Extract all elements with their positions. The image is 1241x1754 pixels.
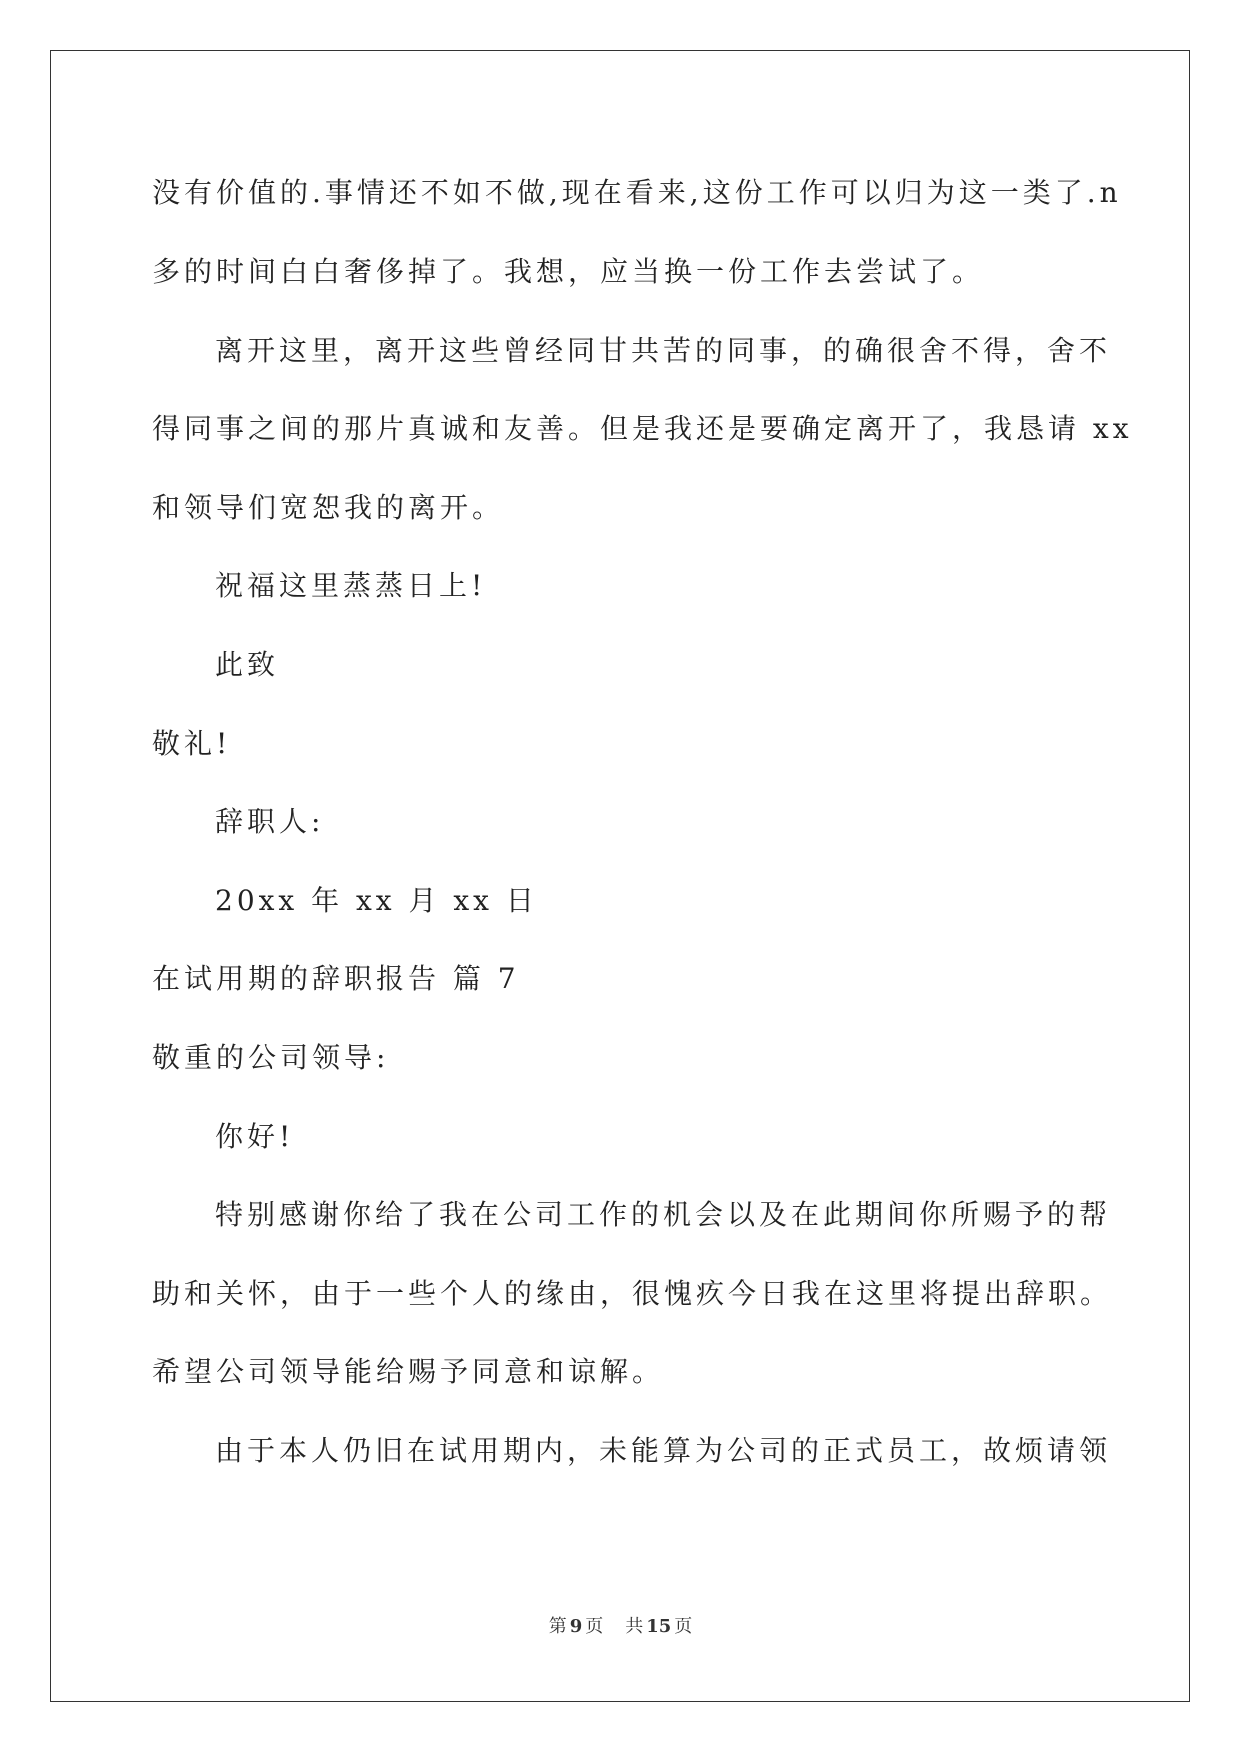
blessing-line: 祝福这里蒸蒸日上! (215, 569, 487, 602)
body-line: 多的时间白白奢侈掉了。我想，应当换一份工作去尝试了。 (152, 255, 985, 288)
body-line: 希望公司领导能给赐予同意和谅解。 (152, 1355, 665, 1388)
paragraph-line: 由于本人仍旧在试用期内，未能算为公司的正式员工，故烦请领 (215, 1434, 1112, 1467)
total-suffix: 页 (674, 1616, 693, 1637)
total-prefix: 共 (625, 1616, 644, 1637)
paragraph-line: 离开这里，离开这些曾经同甘共苦的同事，的确很舍不得，舍不 (215, 334, 1112, 367)
page-footer (0, 1616, 1241, 1638)
page-mid: 页 (585, 1616, 604, 1637)
body-line: 得同事之间的那片真诚和友善。但是我还是要确定离开了，我恳请 xx (152, 412, 1133, 445)
salutation-line: 敬礼! (152, 727, 232, 760)
date-line: 20xx 年 xx 月 xx 日 (215, 884, 538, 917)
section-heading: 在试用期的辞职报告 篇 7 (152, 962, 520, 995)
hello-line: 你好! (215, 1120, 295, 1153)
body-line: 没有价值的.事情还不如不做,现在看来,这份工作可以归为这一类了.n (152, 176, 1122, 209)
signature-label: 辞职人: (215, 805, 325, 838)
page-prefix: 第 (548, 1616, 567, 1637)
page-current: 9 (569, 1616, 583, 1637)
paragraph-line: 特别感谢你给了我在公司工作的机会以及在此期间你所赐予的帮 (215, 1198, 1112, 1231)
closing-line: 此致 (215, 648, 280, 681)
body-line: 和领导们宽恕我的离开。 (152, 491, 505, 524)
page-total: 15 (646, 1616, 672, 1637)
body-line: 助和关怀，由于一些个人的缘由，很愧疚今日我在这里将提出辞职。 (152, 1277, 1113, 1310)
greeting-line: 敬重的公司领导: (152, 1041, 390, 1074)
